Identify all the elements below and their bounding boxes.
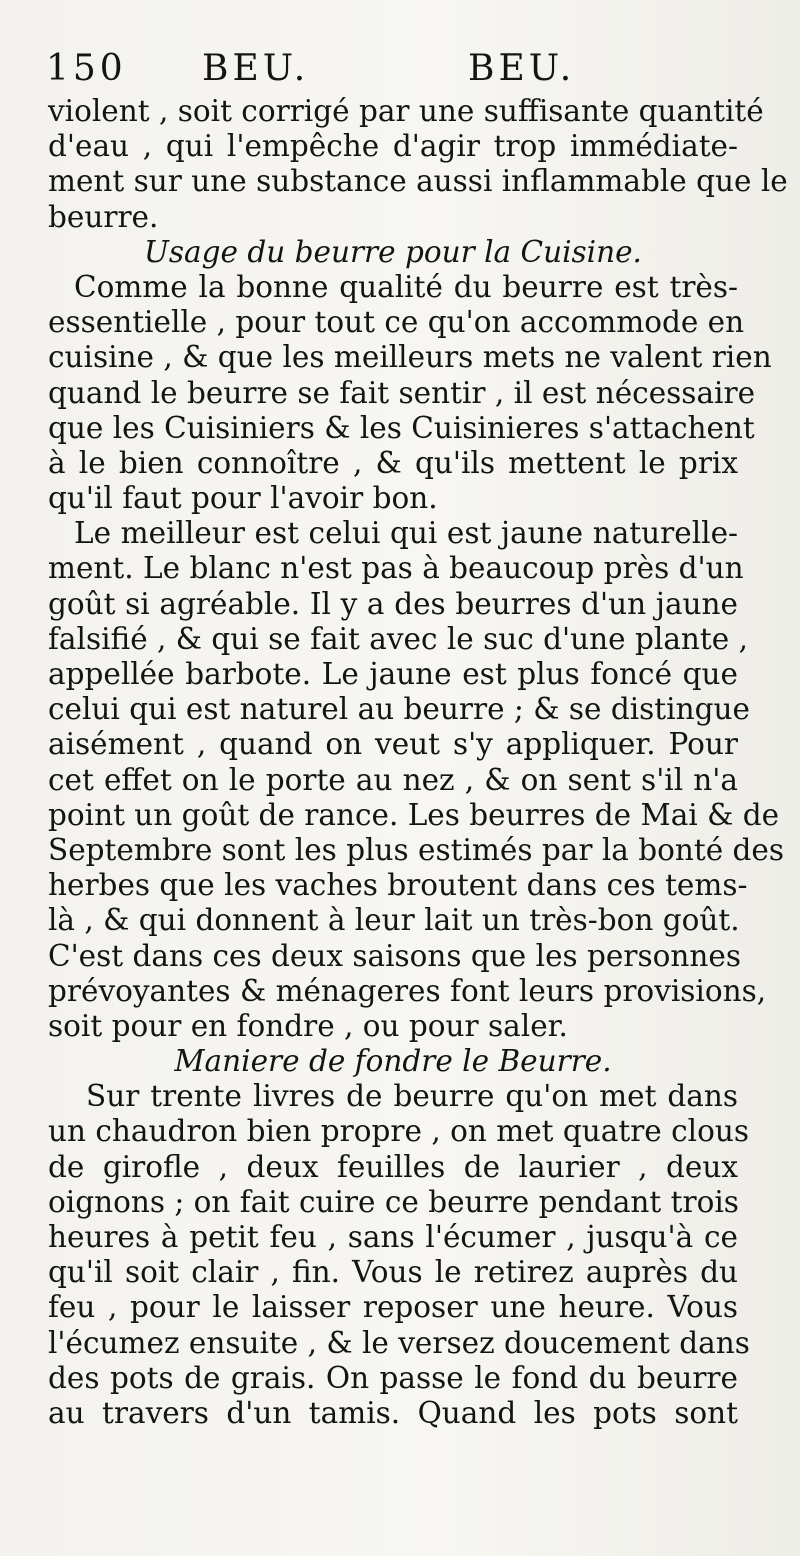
text-line: de girofle , deux feuilles de laurier , deux: [48, 1149, 738, 1184]
text-line: qu'il soit clair , fin. Vous le retirez auprès du: [48, 1255, 738, 1290]
text-line: quand le beurre se fait sentir , il est nécessaire: [48, 375, 756, 410]
text-line: goût si agréable. Il y a des beurres d'un jaune: [48, 586, 738, 621]
text-line: que les Cuisiniers & les Cuisinieres s'attachent: [48, 410, 755, 445]
text-line: celui qui est naturel au beurre ; & se distingue: [48, 692, 750, 727]
text-line: Sur trente livres de beurre qu'on met dans: [86, 1079, 738, 1114]
text-line: un chaudron bien propre , on met quatre clous: [48, 1114, 749, 1149]
text-line: l'écumez ensuite , & le versez doucement dans: [48, 1325, 750, 1360]
text-line: herbes que les vaches broutent dans ces tems-: [48, 868, 748, 903]
text-line: essentielle , pour tout ce qu'on accommode en: [48, 305, 745, 340]
text-line: là , & qui donnent à leur lait un très-bon goût.: [48, 903, 740, 938]
text-line: cet effet on le porte au nez , & on sent s'il n'a: [48, 762, 738, 797]
text-line: Comme la bonne qualité du beurre est très-: [74, 269, 738, 304]
running-head-right: BEU.: [468, 48, 576, 89]
text-line: point un goût de rance. Les beurres de Mai & de: [48, 797, 780, 832]
text-line: aisément , quand on veut s'y appliquer. Pour: [48, 727, 738, 762]
text-line: au travers d'un tamis. Quand les pots sont: [48, 1395, 738, 1430]
text-line: falsifié , & qui se fait avec le suc d'une plante ,: [48, 621, 748, 656]
running-header: [46, 44, 746, 94]
text-line: qu'il faut pour l'avoir bon.: [48, 481, 438, 516]
text-line: Le meilleur est celui qui est jaune naturelle-: [74, 516, 738, 551]
text-line: prévoyantes & ménageres font leurs provisions,: [48, 973, 767, 1008]
text-line: des pots de grais. On passe le fond du beurre: [48, 1360, 738, 1395]
text-line: feu , pour le laisser reposer une heure. Vous: [48, 1290, 738, 1325]
text-line: soit pour en fondre , ou pour saler.: [48, 1008, 568, 1043]
text-line: oignons ; on fait cuire ce beurre pendant trois: [48, 1184, 739, 1219]
text-line: violent , soit corrigé par une suffisante quantité: [48, 94, 764, 128]
text-line: beurre.: [48, 199, 159, 234]
section-heading-usage: Usage du beurre pour la Cuisine.: [144, 234, 642, 269]
text-line: heures à petit feu , sans l'écumer , jusqu'à ce: [48, 1220, 738, 1254]
running-head-left: BEU.: [202, 48, 310, 89]
text-line: à le bien connoître , & qu'ils mettent le prix: [48, 445, 738, 480]
page-number: 150: [46, 48, 127, 89]
text-line: d'eau , qui l'empêche d'agir trop immédiate-: [48, 129, 738, 164]
section-heading-melting: Maniere de fondre le Beurre.: [174, 1044, 612, 1079]
text-line: ment sur une substance aussi inflammable que le: [48, 164, 788, 199]
text-line: appellée barbote. Le jaune est plus foncé que: [48, 657, 738, 691]
text-line: cuisine , & que les meilleurs mets ne valent rien: [48, 340, 772, 375]
body-text: [48, 94, 788, 1431]
text-line: C'est dans ces deux saisons que les personnes: [48, 938, 741, 973]
text-line: Septembre sont les plus estimés par la bonté des: [48, 832, 785, 867]
text-line: ment. Le blanc n'est pas à beaucoup près d'un: [48, 551, 744, 586]
